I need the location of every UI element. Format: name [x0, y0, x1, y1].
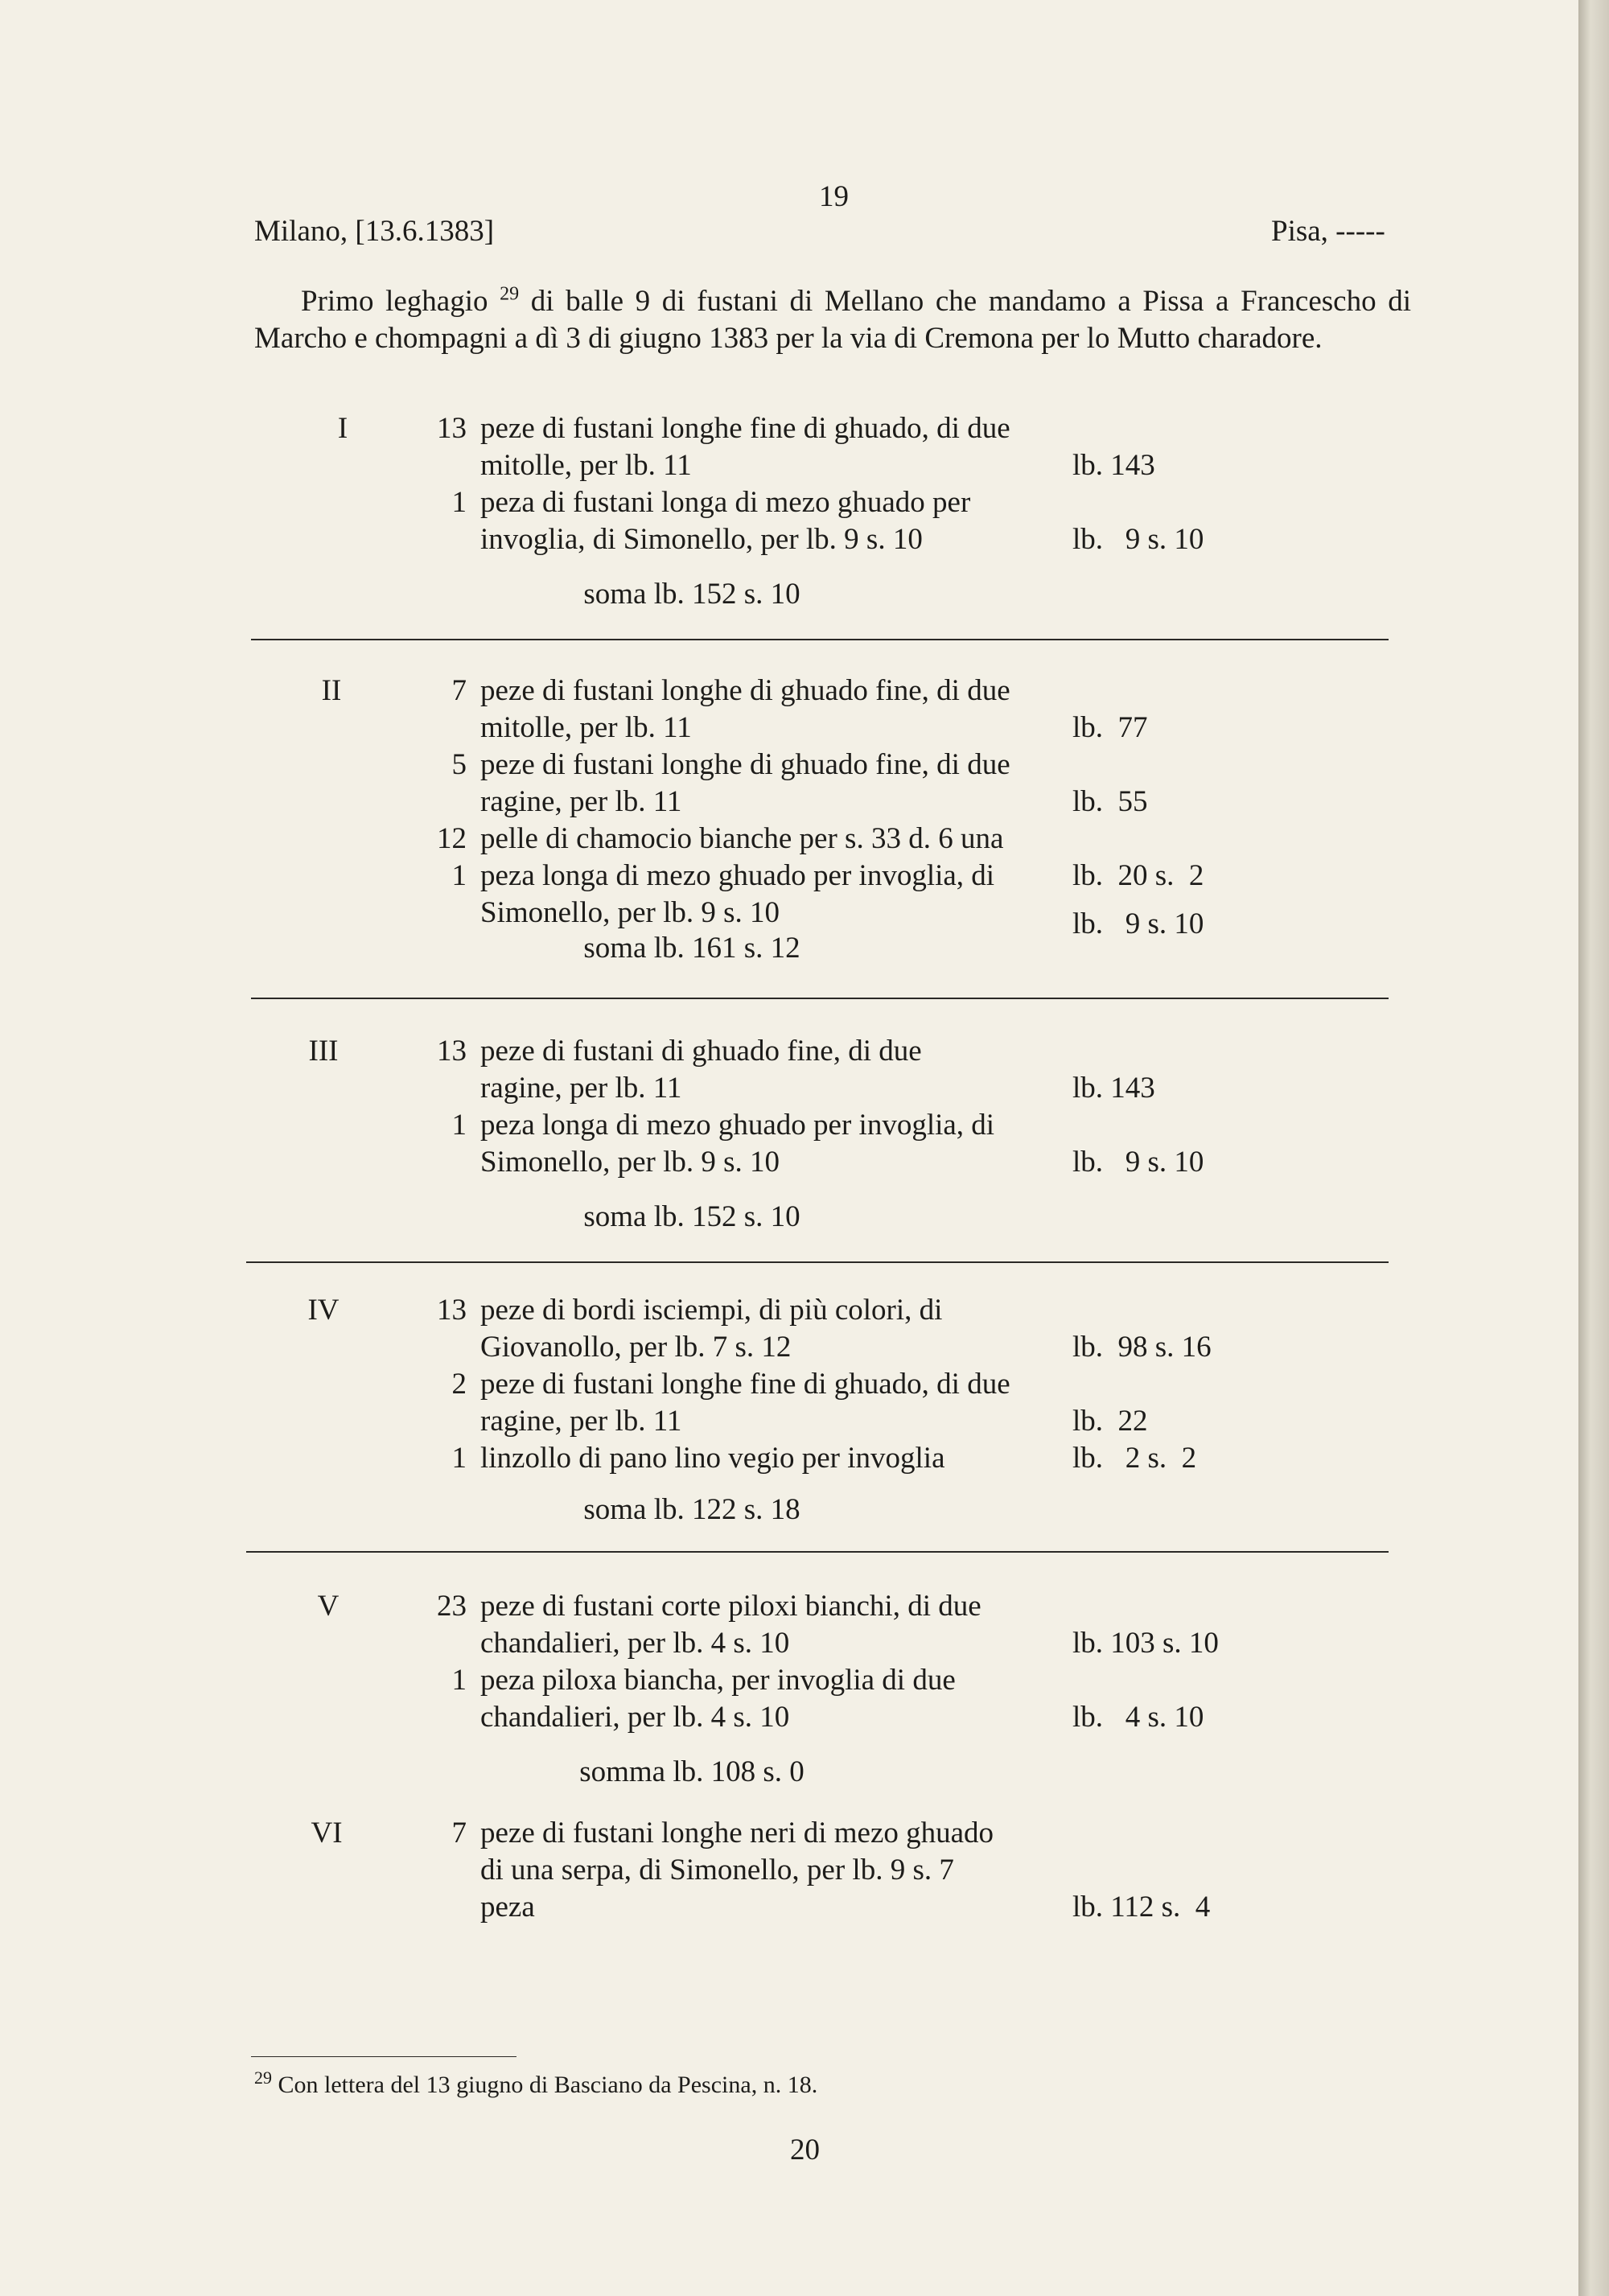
page-top-number: 19	[819, 180, 849, 213]
item-amount: lb. 9 s. 10	[1072, 523, 1204, 556]
bale-number: VI	[311, 1817, 343, 1850]
item-quantity: 7	[451, 1817, 467, 1850]
item-description-line: peza longa di mezo ghuado per invoglia, di	[480, 1109, 995, 1142]
item-row	[0, 673, 1578, 744]
entry-total: soma lb. 152 s. 10	[583, 1200, 800, 1233]
divider	[251, 639, 1389, 640]
item-row	[0, 410, 1578, 482]
item-amount: lb. 143	[1072, 1072, 1155, 1105]
item-quantity: 1	[451, 1109, 467, 1142]
item-description-line: mitolle, per lb. 11	[480, 711, 692, 744]
item-amount: lb. 2 s. 2	[1072, 1442, 1197, 1475]
item-description-line: peza longa di mezo ghuado per invoglia, di	[480, 859, 995, 892]
item-row	[0, 747, 1578, 818]
item-description-line: di una serpa, di Simonello, per lb. 9 s. 7	[480, 1854, 954, 1887]
entry-total: soma lb. 161 s. 12	[583, 932, 800, 965]
intro-text-start: Primo leghagio	[301, 285, 500, 318]
item-description-line: peza di fustani longa di mezo ghuado per	[480, 486, 971, 519]
page-edge	[1578, 0, 1609, 2296]
item-quantity: 12	[437, 822, 467, 855]
item-quantity: 5	[451, 748, 467, 781]
item-description-line: Simonello, per lb. 9 s. 10	[480, 1146, 780, 1179]
item-description-line: ragine, per lb. 11	[480, 785, 682, 818]
bale-number: I	[337, 412, 348, 445]
item-description-line: peza piloxa biancha, per invoglia di due	[480, 1664, 956, 1697]
item-quantity: 13	[437, 1294, 467, 1327]
item-row	[0, 821, 1578, 858]
item-quantity: 1	[451, 1664, 467, 1697]
item-amount: lb. 103 s. 10	[1072, 1627, 1219, 1660]
item-quantity: 7	[451, 674, 467, 707]
item-row	[0, 1033, 1578, 1105]
page-number: 20	[790, 2133, 820, 2166]
item-description-line: linzollo di pano lino vegio per invoglia	[480, 1442, 945, 1475]
item-quantity: 13	[437, 1035, 467, 1068]
item-amount: lb. 77	[1072, 711, 1148, 744]
item-description-line: peze di fustani longhe neri di mezo ghuado	[480, 1817, 994, 1850]
bale-number: III	[308, 1035, 339, 1068]
footnote-text: Con lettera del 13 giugno di Basciano da Pescina, n. 18.	[272, 2072, 818, 2098]
item-amount: lb. 143	[1072, 449, 1155, 482]
item-description-line: pelle di chamocio bianche per s. 33 d. 6 una	[480, 822, 1004, 855]
item-amount: lb. 4 s. 10	[1072, 1701, 1204, 1734]
bale-number: IV	[307, 1294, 339, 1327]
bale-number: V	[317, 1590, 339, 1623]
item-amount: lb. 9 s. 10	[1072, 907, 1204, 940]
item-description-line: peze di fustani di ghuado fine, di due	[480, 1035, 922, 1068]
item-quantity: 1	[451, 859, 467, 892]
divider	[251, 998, 1389, 999]
item-amount: lb. 20 s. 2	[1072, 859, 1204, 892]
item-row	[0, 1366, 1578, 1438]
item-quantity: 23	[437, 1590, 467, 1623]
letter-destination: Pisa, -----	[1271, 215, 1385, 248]
footnote	[254, 2069, 817, 2101]
item-row	[0, 858, 1578, 929]
item-quantity: 2	[451, 1368, 467, 1401]
divider	[246, 1551, 1389, 1553]
item-description-line: peza	[480, 1891, 535, 1924]
letter-origin: Milano, [13.6.1383]	[254, 215, 495, 248]
item-description-line: invoglia, di Simonello, per lb. 9 s. 10	[480, 523, 923, 556]
footnote-mark: 29	[254, 2068, 272, 2088]
item-description-line: peze di fustani longhe di ghuado fine, di due	[480, 748, 1010, 781]
entry-total: soma lb. 122 s. 18	[583, 1493, 800, 1526]
item-description-line: Simonello, per lb. 9 s. 10	[480, 896, 780, 929]
entry-total: soma lb. 152 s. 10	[583, 578, 800, 611]
item-amount: lb. 22	[1072, 1405, 1148, 1438]
divider	[246, 1261, 1389, 1263]
bale-number: II	[321, 674, 342, 707]
item-row	[0, 1815, 1578, 1924]
item-description-line: peze di fustani longhe fine di ghuado, di due	[480, 1368, 1010, 1401]
item-amount: lb. 112 s. 4	[1072, 1891, 1211, 1924]
item-description-line: ragine, per lb. 11	[480, 1405, 682, 1438]
item-description-line: peze di bordi isciempi, di più colori, di	[480, 1294, 943, 1327]
item-row	[0, 1588, 1578, 1660]
item-row	[0, 1440, 1578, 1477]
footnote-reference: 29	[500, 283, 520, 305]
item-amount: lb. 98 s. 16	[1072, 1331, 1212, 1364]
item-amount: lb. 55	[1072, 785, 1148, 818]
intro-text-end: di balle 9 di fustani di Mellano che mandamo a Pissa a Francescho di Marcho e chompagni a dì 3 di giugno 1383 per la via di Cremona per lo Mutto charadore.	[254, 285, 1411, 355]
item-amount: lb. 9 s. 10	[1072, 1146, 1204, 1179]
item-description-line: chandalieri, per lb. 4 s. 10	[480, 1627, 790, 1660]
item-description-line: ragine, per lb. 11	[480, 1072, 682, 1105]
item-quantity: 1	[451, 486, 467, 519]
item-quantity: 1	[451, 1442, 467, 1475]
item-description-line: peze di fustani corte piloxi bianchi, di due	[480, 1590, 981, 1623]
item-description-line: peze di fustani longhe fine di ghuado, di due	[480, 412, 1010, 445]
footnote-separator	[251, 2056, 516, 2057]
item-row	[0, 484, 1578, 556]
intro-paragraph	[254, 283, 1411, 357]
item-quantity: 13	[437, 412, 467, 445]
item-row	[0, 1662, 1578, 1734]
item-description-line: peze di fustani longhe di ghuado fine, di due	[480, 674, 1010, 707]
entry-total: somma lb. 108 s. 0	[579, 1755, 804, 1788]
item-description-line: mitolle, per lb. 11	[480, 449, 692, 482]
item-row	[0, 1107, 1578, 1179]
item-description-line: Giovanollo, per lb. 7 s. 12	[480, 1331, 792, 1364]
item-row	[0, 1292, 1578, 1364]
item-description-line: chandalieri, per lb. 4 s. 10	[480, 1701, 790, 1734]
